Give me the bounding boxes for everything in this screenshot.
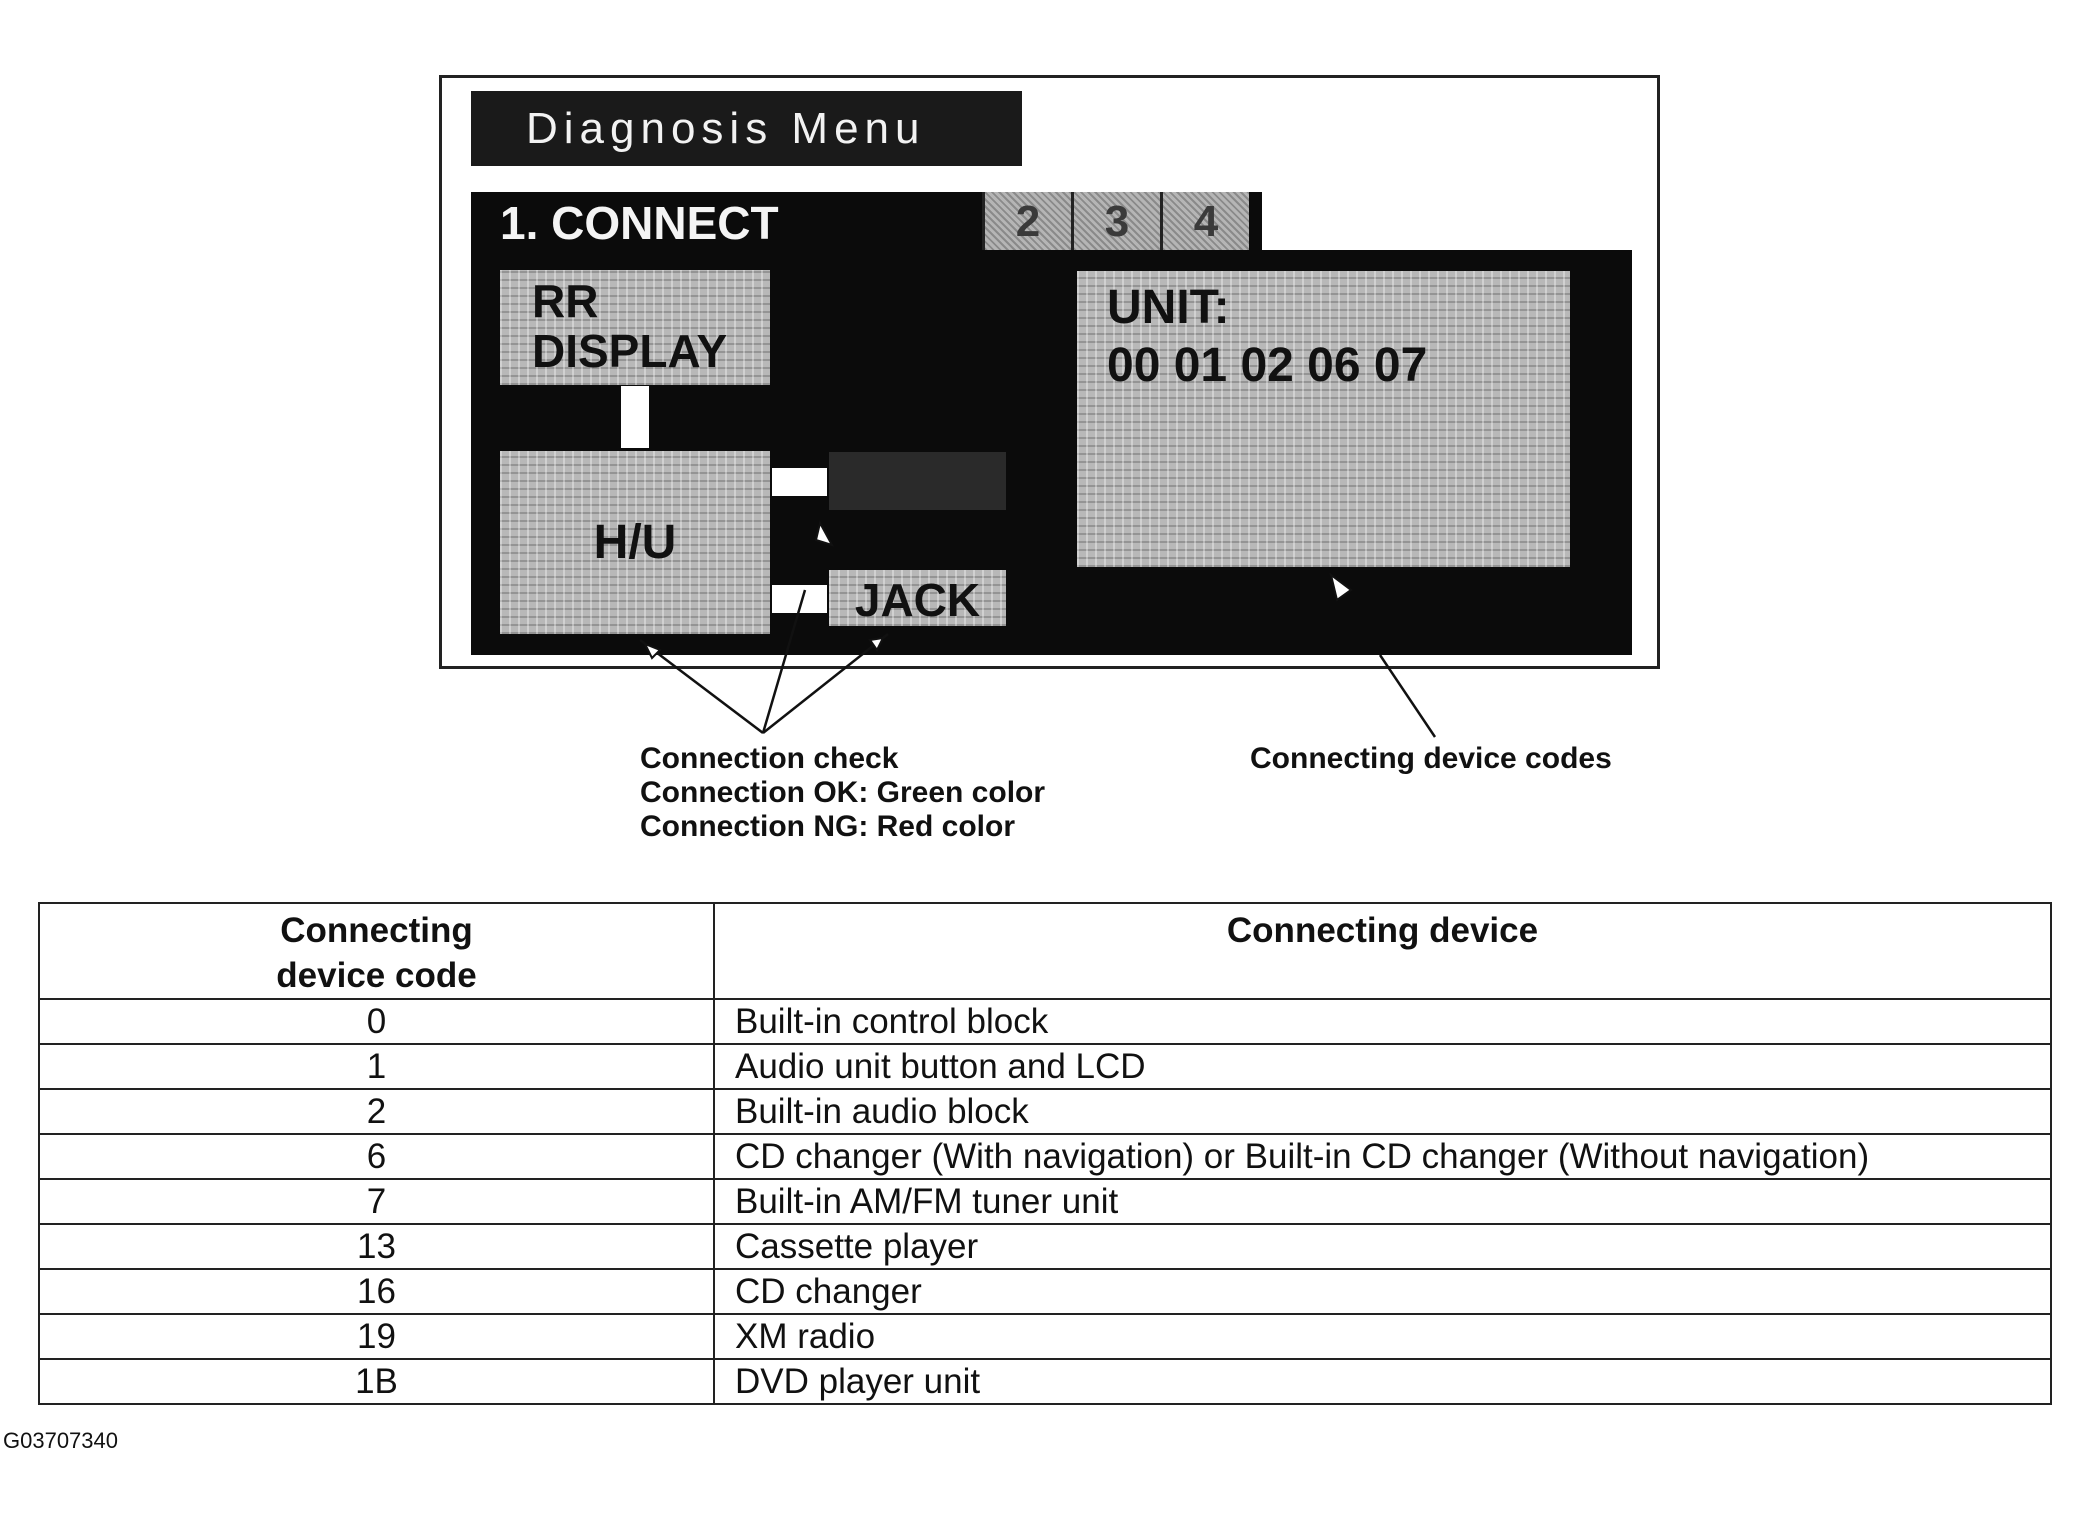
figure-id: G03707340 <box>3 1428 118 1453</box>
device-code-table <box>38 902 2052 1405</box>
display-label: DISPLAY <box>532 325 728 377</box>
device-cell: Built-in audio block <box>714 1089 2051 1134</box>
tab-2[interactable]: 2 <box>982 192 1071 250</box>
callout-line-connector <box>763 590 805 733</box>
code-cell: 1 <box>39 1044 714 1089</box>
table-row <box>39 1134 2051 1179</box>
device-cell: Built-in AM/FM tuner unit <box>714 1179 2051 1224</box>
device-cell: CD changer <box>714 1269 2051 1314</box>
callout-line-unit <box>1380 655 1435 737</box>
device-cell: DVD player unit <box>714 1359 2051 1404</box>
connection-check-label: Connection check <box>640 742 899 775</box>
code-cell: 13 <box>39 1224 714 1269</box>
device-cell: CD changer (With navigation) or Built-in CD changer (Without navigation) <box>714 1134 2051 1179</box>
header-device-code <box>39 903 714 999</box>
tab-3[interactable]: 3 <box>1071 192 1160 250</box>
tab-connect[interactable]: 1. CONNECT <box>500 197 779 249</box>
connection-check-callout <box>640 742 1045 844</box>
device-cell: Built-in control block <box>714 999 2051 1044</box>
table-row <box>39 1179 2051 1224</box>
diagnosis-menu-title: Diagnosis Menu <box>471 91 1022 166</box>
cursor-pointer-unit-icon <box>1331 575 1351 600</box>
callout-line-jack <box>763 634 888 733</box>
header-code-line-1: Connecting <box>280 911 473 950</box>
table-row <box>39 999 2051 1044</box>
cursor-pointer-icon <box>816 523 832 545</box>
device-cell: Cassette player <box>714 1224 2051 1269</box>
table-row <box>39 1089 2051 1134</box>
header-code-line-2: device code <box>276 956 477 995</box>
code-cell: 7 <box>39 1179 714 1224</box>
table-row <box>39 1224 2051 1269</box>
code-cell: 2 <box>39 1089 714 1134</box>
hu-label: H/U <box>593 516 677 569</box>
tab-4[interactable]: 4 <box>1160 192 1249 250</box>
connection-ng-label: Connection NG: Red color <box>640 810 1015 843</box>
rr-label: RR <box>532 275 599 327</box>
table-header-row <box>39 903 2051 999</box>
code-cell: 16 <box>39 1269 714 1314</box>
table-row <box>39 1359 2051 1404</box>
code-cell: 6 <box>39 1134 714 1179</box>
callout-line-hu <box>640 640 763 733</box>
header-device: Connecting device <box>714 903 2051 999</box>
device-codes-callout: Connecting device codes <box>1250 742 1612 775</box>
unit-codes-value: 00 01 02 06 07 <box>1107 339 1428 392</box>
connection-ok-label: Connection OK: Green color <box>640 776 1046 809</box>
code-cell: 1B <box>39 1359 714 1404</box>
code-cell: 0 <box>39 999 714 1044</box>
unit-label: UNIT: <box>1107 281 1230 334</box>
code-cell: 19 <box>39 1314 714 1359</box>
device-cell: Audio unit button and LCD <box>714 1044 2051 1089</box>
table-row <box>39 1314 2051 1359</box>
device-cell: XM radio <box>714 1314 2051 1359</box>
table-row <box>39 1044 2051 1089</box>
table-row <box>39 1269 2051 1314</box>
jack-label: JACK <box>854 574 981 626</box>
arrow-hu-icon <box>645 644 660 658</box>
